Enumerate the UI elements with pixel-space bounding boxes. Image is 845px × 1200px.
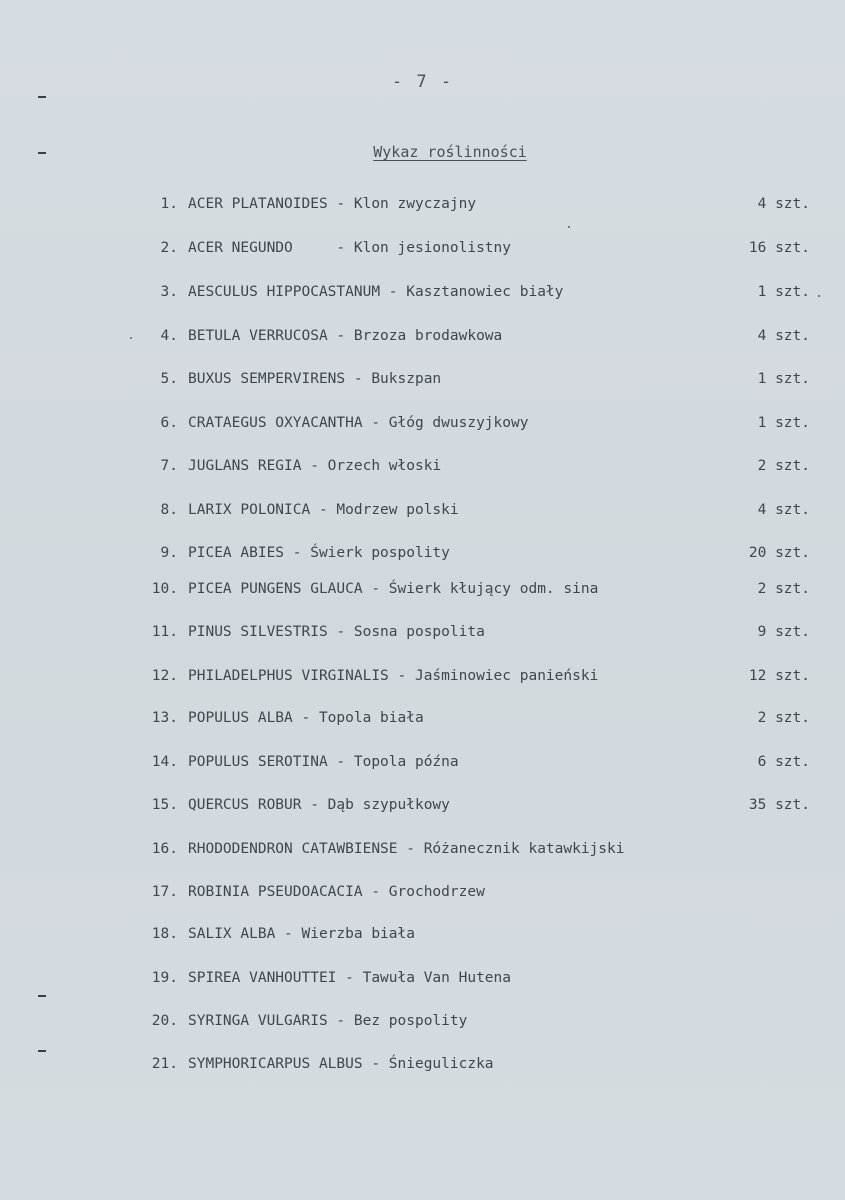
margin-mark	[38, 1050, 46, 1052]
plant-list-item	[120, 280, 810, 304]
plant-list-item	[120, 411, 810, 435]
item-number: 1.	[160, 196, 178, 212]
item-species: JUGLANS REGIA - Orzech włoski	[188, 458, 442, 474]
item-species: PICEA ABIES - Świerk pospolity	[188, 545, 450, 561]
plant-list-item	[120, 880, 810, 904]
plant-list-item	[120, 1009, 810, 1033]
item-species: PICEA PUNGENS GLAUCA - Świerk kłujący odm. sina	[188, 581, 599, 597]
plant-list-item	[120, 706, 810, 730]
item-number: 13.	[151, 710, 178, 726]
plant-list-item	[120, 922, 810, 946]
item-number: 18.	[151, 926, 178, 942]
item-quantity: 20 szt.	[748, 545, 810, 561]
item-species: AESCULUS HIPPOCASTANUM - Kasztanowiec biały	[188, 284, 564, 300]
plant-list-item	[120, 966, 810, 990]
item-species: SYRINGA VULGARIS - Bez pospolity	[188, 1013, 468, 1029]
plant-list-item	[120, 1052, 810, 1076]
item-number: 4.	[160, 328, 178, 344]
item-species: RHODODENDRON CATAWBIENSE - Różanecznik katawkijski	[188, 841, 625, 857]
item-species: CRATAEGUS OXYACANTHA - Głóg dwuszyjkowy	[188, 415, 529, 431]
margin-mark	[38, 96, 46, 98]
plant-list-item	[120, 324, 810, 348]
item-species: SYMPHORICARPUS ALBUS - Śnieguliczka	[188, 1056, 494, 1072]
item-number: 17.	[151, 884, 178, 900]
plant-list-item	[120, 750, 810, 774]
plant-list-item	[120, 837, 810, 861]
item-species: BUXUS SEMPERVIRENS - Bukszpan	[188, 371, 442, 387]
item-species: LARIX POLONICA - Modrzew polski	[188, 502, 459, 518]
plant-list-item	[120, 541, 810, 565]
item-species: ACER NEGUNDO - Klon jesionolistny	[188, 240, 512, 256]
item-number: 9.	[160, 545, 178, 561]
page-number: - 7 -	[391, 72, 454, 92]
item-number: 10.	[151, 581, 178, 597]
item-number: 20.	[151, 1013, 178, 1029]
plant-list-item	[120, 454, 810, 478]
item-quantity: 2 szt.	[757, 458, 810, 474]
item-species: POPULUS ALBA - Topola biała	[188, 710, 424, 726]
plant-list-item	[120, 192, 810, 216]
item-quantity: 4 szt.	[757, 502, 810, 518]
item-species: POPULUS SEROTINA - Topola późna	[188, 754, 459, 770]
item-species: ROBINIA PSEUDOACACIA - Grochodrzew	[188, 884, 485, 900]
page-title: Wykaz roślinności	[373, 143, 527, 161]
plant-list-item	[120, 577, 810, 601]
item-number: 2.	[160, 240, 178, 256]
item-quantity: 16 szt.	[748, 240, 810, 256]
item-quantity: 1 szt.	[757, 415, 810, 431]
item-number: 8.	[160, 502, 178, 518]
item-quantity: 2 szt.	[757, 581, 810, 597]
item-number: 14.	[151, 754, 178, 770]
item-quantity: 4 szt.	[757, 328, 810, 344]
item-quantity: 6 szt.	[757, 754, 810, 770]
item-quantity: 2 szt.	[757, 710, 810, 726]
item-number: 15.	[151, 797, 178, 813]
plant-list-item	[120, 367, 810, 391]
item-number: 16.	[151, 841, 178, 857]
item-quantity: 1 szt.	[757, 371, 810, 387]
margin-mark	[38, 995, 46, 997]
item-number: 21.	[151, 1056, 178, 1072]
item-number: 5.	[160, 371, 178, 387]
item-species: PHILADELPHUS VIRGINALIS - Jaśminowiec panieński	[188, 668, 599, 684]
item-species: ACER PLATANOIDES - Klon zwyczajny	[188, 196, 477, 212]
item-number: 12.	[151, 668, 178, 684]
item-species: SPIREA VANHOUTTEI - Tawuła Van Hutena	[188, 970, 512, 986]
item-species: QUERCUS ROBUR - Dąb szypułkowy	[188, 797, 450, 813]
item-quantity: 35 szt.	[748, 797, 810, 813]
plant-list-item	[120, 498, 810, 522]
plant-list-item	[120, 664, 810, 688]
item-species: PINUS SILVESTRIS - Sosna pospolita	[188, 624, 485, 640]
item-number: 3.	[160, 284, 178, 300]
item-species: BETULA VERRUCOSA - Brzoza brodawkowa	[188, 328, 503, 344]
item-number: 6.	[160, 415, 178, 431]
item-quantity: 4 szt.	[757, 196, 810, 212]
item-quantity: 1 szt.	[757, 284, 810, 300]
item-quantity: 9 szt.	[757, 624, 810, 640]
plant-list-item	[120, 236, 810, 260]
item-number: 19.	[151, 970, 178, 986]
item-number: 11.	[151, 624, 178, 640]
item-species: SALIX ALBA - Wierzba biała	[188, 926, 415, 942]
item-number: 7.	[160, 458, 178, 474]
item-quantity: 12 szt.	[748, 668, 810, 684]
plant-list-item	[120, 620, 810, 644]
paper-speck	[568, 226, 570, 228]
plant-list-item	[120, 793, 810, 817]
paper-speck	[818, 295, 820, 297]
